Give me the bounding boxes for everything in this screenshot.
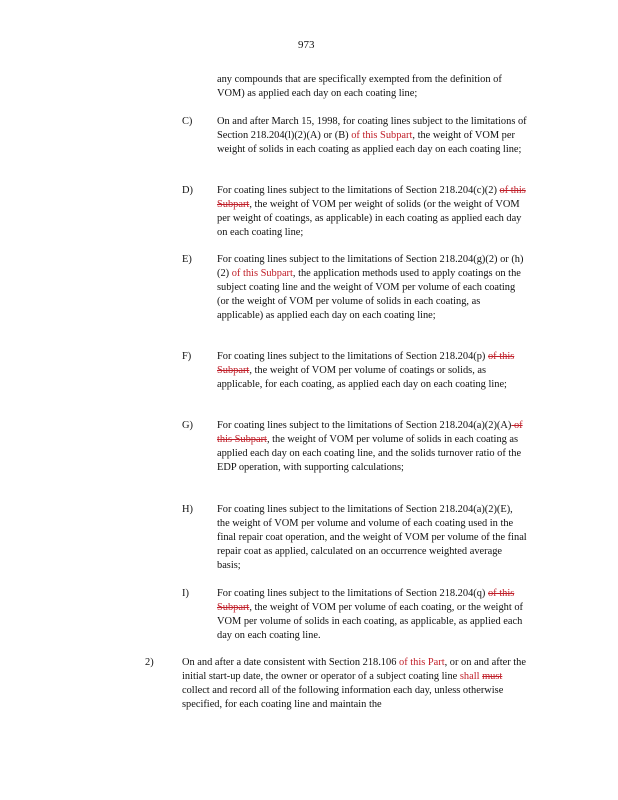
item-g-text (217, 419, 527, 475)
item-d-label: D) (182, 185, 193, 196)
inserted-text: of this Subpart (348, 130, 413, 141)
deleted-text: of this Subpart (217, 588, 515, 613)
item-i-label: I) (182, 588, 189, 599)
item-e-label: E) (182, 254, 192, 265)
inserted-text: of this Subpart (231, 268, 293, 279)
deleted-text: of this Subpart (217, 351, 515, 376)
item-c-label: C) (182, 116, 193, 127)
text-run: , the weight of VOM per weight of solids in each coating as applied each day on each coating line; (217, 130, 522, 155)
text-run: , or on and after the initial start-up date, the owner or operator of a subject coating line (182, 657, 526, 682)
item-f-label: F) (182, 351, 192, 362)
deleted-text: of this Subpart (217, 185, 526, 210)
item-g-label: G) (182, 420, 193, 431)
text-run: For coating lines subject to the limitations of Section 218.204(q) (217, 588, 488, 599)
item-i-text (217, 587, 527, 643)
item-h-label: H) (182, 504, 193, 515)
text-run: For coating lines subject to the limitations of Section 218.204(c)(2) (217, 185, 500, 196)
text-run: , the weight of VOM per weight of solids (or the weight of VOM per weight of coatings, as applicable) in each coating as applied each day on each coating line; (217, 199, 522, 238)
deleted-text: of this Subpart (217, 420, 523, 445)
text-run: For coating lines subject to the limitations of Section 218.204(a)(2)(A) (217, 420, 512, 431)
continuation-text: any compounds that are specifically exempted from the definition of VOM) as applied each day on each coating line; (217, 74, 502, 99)
inserted-text: of this Part (399, 657, 445, 668)
text-run: , the weight of VOM per volume of coatings or solids, as applicable, for each coating, as applied each day on each coating line; (217, 365, 507, 390)
item-f-text (217, 350, 527, 392)
text-run: collect and record all of the following information each day, unless otherwise specified, for each coating line and maintain the (182, 685, 504, 710)
item-h-text (217, 503, 527, 573)
page-number: 973 (298, 39, 315, 51)
item-2-label: 2) (145, 657, 154, 668)
text-run: , the weight of VOM per volume of solids in each coating as applied each day on each coating line, and the solids turnover ratio of the EDP operation, with supporting calculations; (217, 434, 522, 473)
text-run: On and after March 15, 1998, for coating lines subject to the limitations of Section 218.204(l)(2)(A) or (B) (217, 116, 527, 141)
item-c-text (217, 115, 527, 157)
text-run: For coating lines subject to the limitations of Section 218.204(g)(2) or (h)(2) (217, 254, 524, 279)
item-2-text (182, 656, 527, 712)
text-run: , the weight of VOM per volume of each coating, or the weight of VOM per volume of solids in each coating, as applicable, as applied each day on each coating line. (217, 602, 523, 641)
text-run: On and after a date consistent with Section 218.106 (182, 657, 399, 668)
text-run: For coating lines subject to the limitations of Section 218.204(a)(2)(E), the weight of VOM per volume and volume of each coating used in the final repair coat operation, and the weight of VOM per volume of the final repair coat as applied, calculated on an occurrence weighted average basis; (217, 504, 527, 571)
text-run: For coating lines subject to the limitations of Section 218.204(p) (217, 351, 488, 362)
deleted-text: must (482, 671, 503, 682)
item-d-text (217, 184, 527, 240)
item-e-text (217, 253, 527, 323)
inserted-text: shall (459, 671, 483, 682)
text-run: , the application methods used to apply coatings on the subject coating line and the weight of VOM per volume of each coating (or the weight of VOM per volume of solids in each coating, as applicable) as applied each day on each coating line; (217, 268, 521, 321)
